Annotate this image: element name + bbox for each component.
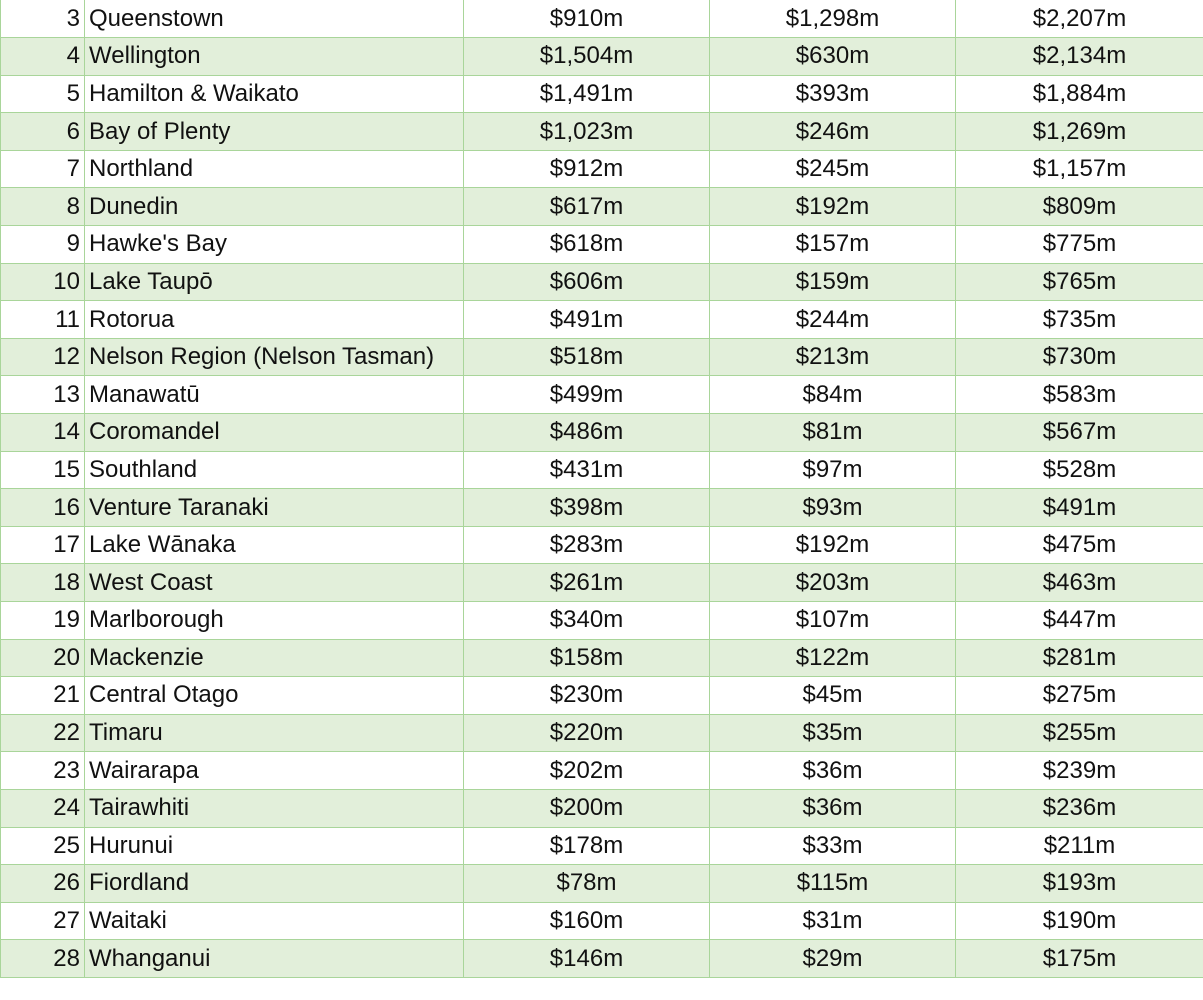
- total-cell[interactable]: $255m: [956, 714, 1203, 752]
- rank-cell[interactable]: 8: [1, 188, 85, 226]
- value-cell-2[interactable]: $31m: [710, 902, 956, 940]
- value-cell-2[interactable]: $630m: [710, 38, 956, 76]
- value-cell-1[interactable]: $1,504m: [464, 38, 710, 76]
- value-cell-2[interactable]: $157m: [710, 226, 956, 264]
- total-cell[interactable]: $1,269m: [956, 113, 1203, 151]
- total-cell[interactable]: $775m: [956, 226, 1203, 264]
- region-cell[interactable]: Lake Wānaka: [85, 526, 464, 564]
- region-cell[interactable]: Hawke's Bay: [85, 226, 464, 264]
- table-row: [1, 865, 1203, 903]
- region-cell[interactable]: Waitaki: [85, 902, 464, 940]
- value-cell-1[interactable]: $499m: [464, 376, 710, 414]
- total-cell[interactable]: $275m: [956, 677, 1203, 715]
- region-cell[interactable]: Rotorua: [85, 301, 464, 339]
- value-cell-2[interactable]: $122m: [710, 639, 956, 677]
- region-cell[interactable]: Timaru: [85, 714, 464, 752]
- rank-cell[interactable]: 5: [1, 75, 85, 113]
- rank-cell[interactable]: 4: [1, 38, 85, 76]
- table-row: [1, 301, 1203, 339]
- value-cell-2[interactable]: $203m: [710, 564, 956, 602]
- value-cell-1[interactable]: $202m: [464, 752, 710, 790]
- rank-cell[interactable]: 22: [1, 714, 85, 752]
- value-cell-2[interactable]: $192m: [710, 526, 956, 564]
- table-row: [1, 827, 1203, 865]
- rank-cell[interactable]: 16: [1, 489, 85, 527]
- table-row: [1, 75, 1203, 113]
- value-cell-2[interactable]: $1,298m: [710, 0, 956, 38]
- region-cell[interactable]: Dunedin: [85, 188, 464, 226]
- table-row: [1, 940, 1203, 978]
- value-cell-1[interactable]: $200m: [464, 789, 710, 827]
- rank-cell[interactable]: 7: [1, 150, 85, 188]
- value-cell-1[interactable]: $491m: [464, 301, 710, 339]
- rank-cell[interactable]: 28: [1, 940, 85, 978]
- value-cell-2[interactable]: $246m: [710, 113, 956, 151]
- value-cell-1[interactable]: $160m: [464, 902, 710, 940]
- table-row: [1, 0, 1203, 38]
- region-cell[interactable]: Northland: [85, 150, 464, 188]
- total-cell[interactable]: $2,134m: [956, 38, 1203, 76]
- rank-cell[interactable]: 10: [1, 263, 85, 301]
- value-cell-1[interactable]: $518m: [464, 338, 710, 376]
- total-cell[interactable]: $281m: [956, 639, 1203, 677]
- total-cell[interactable]: $491m: [956, 489, 1203, 527]
- total-cell[interactable]: $236m: [956, 789, 1203, 827]
- value-cell-1[interactable]: $618m: [464, 226, 710, 264]
- value-cell-1[interactable]: $178m: [464, 827, 710, 865]
- total-cell[interactable]: $730m: [956, 338, 1203, 376]
- value-cell-2[interactable]: $245m: [710, 150, 956, 188]
- table-row: [1, 38, 1203, 76]
- total-cell[interactable]: $211m: [956, 827, 1203, 865]
- table-row: [1, 714, 1203, 752]
- rank-cell[interactable]: 20: [1, 639, 85, 677]
- rank-cell[interactable]: 24: [1, 789, 85, 827]
- rank-cell[interactable]: 18: [1, 564, 85, 602]
- value-cell-2[interactable]: $35m: [710, 714, 956, 752]
- value-cell-1[interactable]: $1,023m: [464, 113, 710, 151]
- total-cell[interactable]: $528m: [956, 451, 1203, 489]
- value-cell-1[interactable]: $146m: [464, 940, 710, 978]
- value-cell-1[interactable]: $486m: [464, 414, 710, 452]
- table-row: [1, 113, 1203, 151]
- table-row: [1, 639, 1203, 677]
- region-cell[interactable]: Lake Taupō: [85, 263, 464, 301]
- total-cell[interactable]: $193m: [956, 865, 1203, 903]
- total-cell[interactable]: $1,157m: [956, 150, 1203, 188]
- value-cell-1[interactable]: $220m: [464, 714, 710, 752]
- value-cell-1[interactable]: $431m: [464, 451, 710, 489]
- table-body: [1, 0, 1203, 977]
- rank-cell[interactable]: 25: [1, 827, 85, 865]
- region-cell[interactable]: Marlborough: [85, 602, 464, 640]
- rank-cell[interactable]: 12: [1, 338, 85, 376]
- rank-cell[interactable]: 27: [1, 902, 85, 940]
- total-cell[interactable]: $447m: [956, 602, 1203, 640]
- region-cell[interactable]: Wellington: [85, 38, 464, 76]
- rank-cell[interactable]: 23: [1, 752, 85, 790]
- value-cell-1[interactable]: $606m: [464, 263, 710, 301]
- total-cell[interactable]: $1,884m: [956, 75, 1203, 113]
- total-cell[interactable]: $463m: [956, 564, 1203, 602]
- rank-cell[interactable]: 14: [1, 414, 85, 452]
- table-row: [1, 263, 1203, 301]
- value-cell-2[interactable]: $192m: [710, 188, 956, 226]
- region-cell[interactable]: Hurunui: [85, 827, 464, 865]
- table-row: [1, 226, 1203, 264]
- region-cell[interactable]: Southland: [85, 451, 464, 489]
- total-cell[interactable]: $190m: [956, 902, 1203, 940]
- value-cell-2[interactable]: $29m: [710, 940, 956, 978]
- value-cell-2[interactable]: $84m: [710, 376, 956, 414]
- rank-cell[interactable]: 21: [1, 677, 85, 715]
- table-row: [1, 376, 1203, 414]
- table-row: [1, 526, 1203, 564]
- value-cell-1[interactable]: $261m: [464, 564, 710, 602]
- total-cell[interactable]: $735m: [956, 301, 1203, 339]
- value-cell-2[interactable]: $81m: [710, 414, 956, 452]
- region-cell[interactable]: Coromandel: [85, 414, 464, 452]
- value-cell-1[interactable]: $1,491m: [464, 75, 710, 113]
- value-cell-1[interactable]: $78m: [464, 865, 710, 903]
- region-cell[interactable]: Manawatū: [85, 376, 464, 414]
- region-cell[interactable]: West Coast: [85, 564, 464, 602]
- value-cell-2[interactable]: $36m: [710, 789, 956, 827]
- region-cell[interactable]: Fiordland: [85, 865, 464, 903]
- value-cell-2[interactable]: $107m: [710, 602, 956, 640]
- value-cell-1[interactable]: $910m: [464, 0, 710, 38]
- table-row: [1, 789, 1203, 827]
- region-cell[interactable]: Hamilton & Waikato: [85, 75, 464, 113]
- total-cell[interactable]: $809m: [956, 188, 1203, 226]
- table-row: [1, 150, 1203, 188]
- value-cell-1[interactable]: $912m: [464, 150, 710, 188]
- rank-cell[interactable]: 6: [1, 113, 85, 151]
- value-cell-2[interactable]: $45m: [710, 677, 956, 715]
- table-row: [1, 902, 1203, 940]
- value-cell-2[interactable]: $36m: [710, 752, 956, 790]
- table-row: [1, 338, 1203, 376]
- region-cell[interactable]: Nelson Region (Nelson Tasman): [85, 338, 464, 376]
- region-cell[interactable]: Wairarapa: [85, 752, 464, 790]
- table-row: [1, 451, 1203, 489]
- region-cell[interactable]: Central Otago: [85, 677, 464, 715]
- region-cell[interactable]: Tairawhiti: [85, 789, 464, 827]
- table-row: [1, 489, 1203, 527]
- rank-cell[interactable]: 3: [1, 0, 85, 38]
- value-cell-2[interactable]: $213m: [710, 338, 956, 376]
- value-cell-1[interactable]: $230m: [464, 677, 710, 715]
- total-cell[interactable]: $567m: [956, 414, 1203, 452]
- table-row: [1, 414, 1203, 452]
- table-row: [1, 564, 1203, 602]
- rank-cell[interactable]: 9: [1, 226, 85, 264]
- value-cell-2[interactable]: $97m: [710, 451, 956, 489]
- value-cell-1[interactable]: $617m: [464, 188, 710, 226]
- value-cell-2[interactable]: $244m: [710, 301, 956, 339]
- table-row: [1, 188, 1203, 226]
- table-row: [1, 677, 1203, 715]
- region-cell[interactable]: Queenstown: [85, 0, 464, 38]
- table-row: [1, 752, 1203, 790]
- value-cell-1[interactable]: $398m: [464, 489, 710, 527]
- rank-cell[interactable]: 19: [1, 602, 85, 640]
- region-cell[interactable]: Whanganui: [85, 940, 464, 978]
- rank-cell[interactable]: 17: [1, 526, 85, 564]
- table-row: [1, 602, 1203, 640]
- total-cell[interactable]: $765m: [956, 263, 1203, 301]
- region-cell[interactable]: Venture Taranaki: [85, 489, 464, 527]
- total-cell[interactable]: $175m: [956, 940, 1203, 978]
- total-cell[interactable]: $239m: [956, 752, 1203, 790]
- rank-cell[interactable]: 11: [1, 301, 85, 339]
- region-cell[interactable]: Bay of Plenty: [85, 113, 464, 151]
- value-cell-2[interactable]: $159m: [710, 263, 956, 301]
- total-cell[interactable]: $475m: [956, 526, 1203, 564]
- value-cell-2[interactable]: $115m: [710, 865, 956, 903]
- value-cell-2[interactable]: $93m: [710, 489, 956, 527]
- region-cell[interactable]: Mackenzie: [85, 639, 464, 677]
- value-cell-2[interactable]: $393m: [710, 75, 956, 113]
- rank-cell[interactable]: 26: [1, 865, 85, 903]
- rank-cell[interactable]: 13: [1, 376, 85, 414]
- value-cell-1[interactable]: $340m: [464, 602, 710, 640]
- total-cell[interactable]: $583m: [956, 376, 1203, 414]
- value-cell-1[interactable]: $283m: [464, 526, 710, 564]
- value-cell-2[interactable]: $33m: [710, 827, 956, 865]
- total-cell[interactable]: $2,207m: [956, 0, 1203, 38]
- rank-cell[interactable]: 15: [1, 451, 85, 489]
- value-cell-1[interactable]: $158m: [464, 639, 710, 677]
